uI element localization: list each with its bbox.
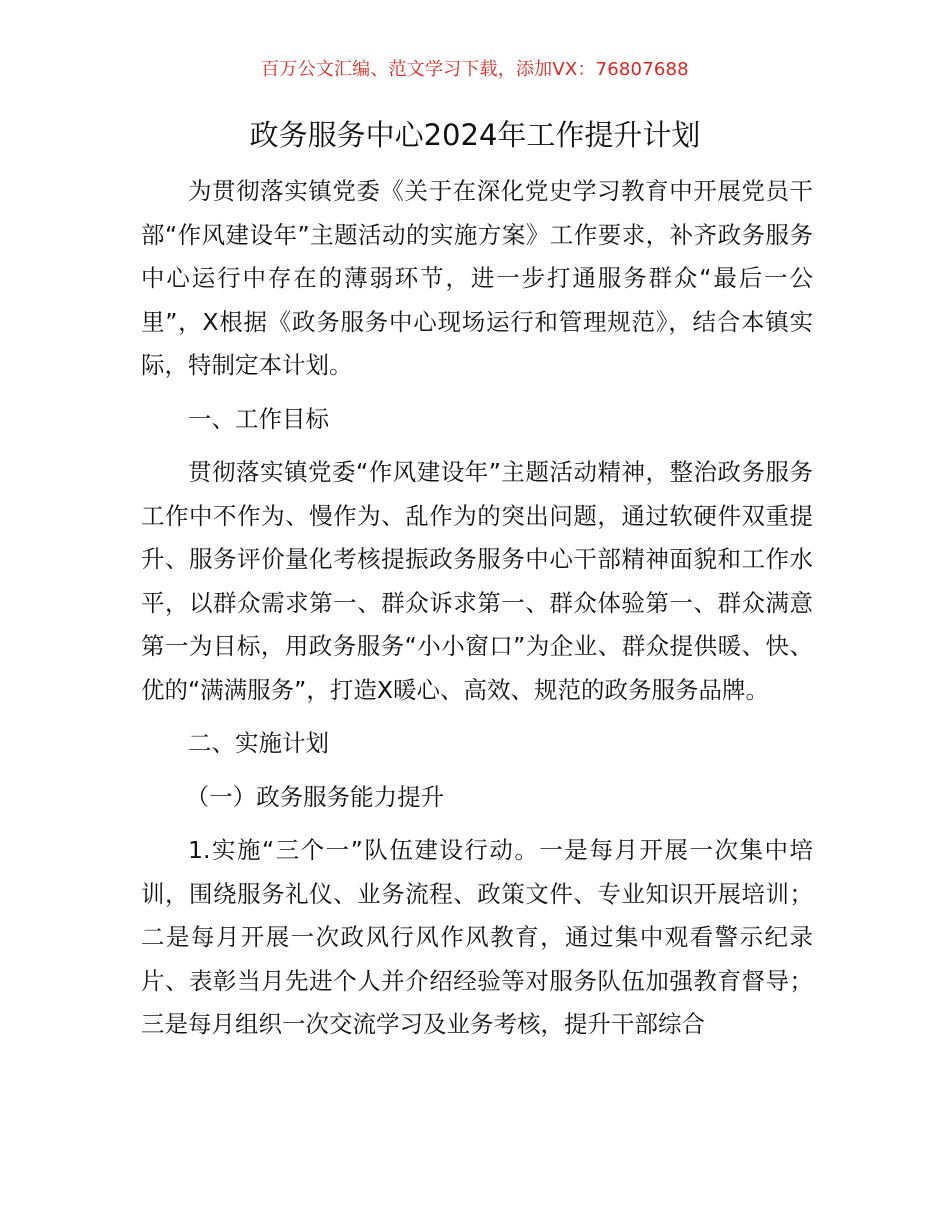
subsection-heading-capability: （一）政务服务能力提升	[185, 782, 445, 811]
watermark-text: 百万公文汇编、范文学习下载，添加VX：76807688	[261, 59, 689, 80]
section-heading-plan: 二、实施计划	[188, 729, 329, 757]
intro-paragraph: 为贯彻落实镇党委《关于在深化党史学习教育中开展党员干部“作风建设年”主题活动的实施方案》工作要求，补齐政务服务中心运行中存在的薄弱环节，进一步打通服务群众“最后一公里”，X根据《政务服务中心现场运行和管理规范》，结合本镇实际，特制定本计划。	[141, 177, 813, 379]
document-body	[141, 170, 813, 1047]
plan-item-1-paragraph: 1.实施“三个一”队伍建设行动。一是每月开展一次集中培训，围绕服务礼仪、业务流程、政策文件、专业知识开展培训；二是每月开展一次政风行风作风教育，通过集中观看警示纪录片、表彰当月先进个人并介绍经验等对服务队伍加强教育督导；三是每月组织一次交流学习及业务考核，提升干部综合	[141, 836, 813, 1038]
document-title: 政务服务中心2024年工作提升计划	[249, 118, 701, 152]
section-heading-goals: 一、工作目标	[188, 404, 329, 433]
goals-paragraph: 贯彻落实镇党委“作风建设年”主题活动精神，整治政务服务工作中不作为、慢作为、乱作为的突出问题，通过软硬件双重提升、服务评价量化考核提振政务服务中心干部精神面貌和工作水平，以群众需求第一、群众诉求第一、群众体验第一、群众满意第一为目标，用政务服务“小小窗口”为企业、群众提供暖、快、优的“满满服务”，打造X暖心、高效、规范的政务服务品牌。	[141, 458, 813, 704]
